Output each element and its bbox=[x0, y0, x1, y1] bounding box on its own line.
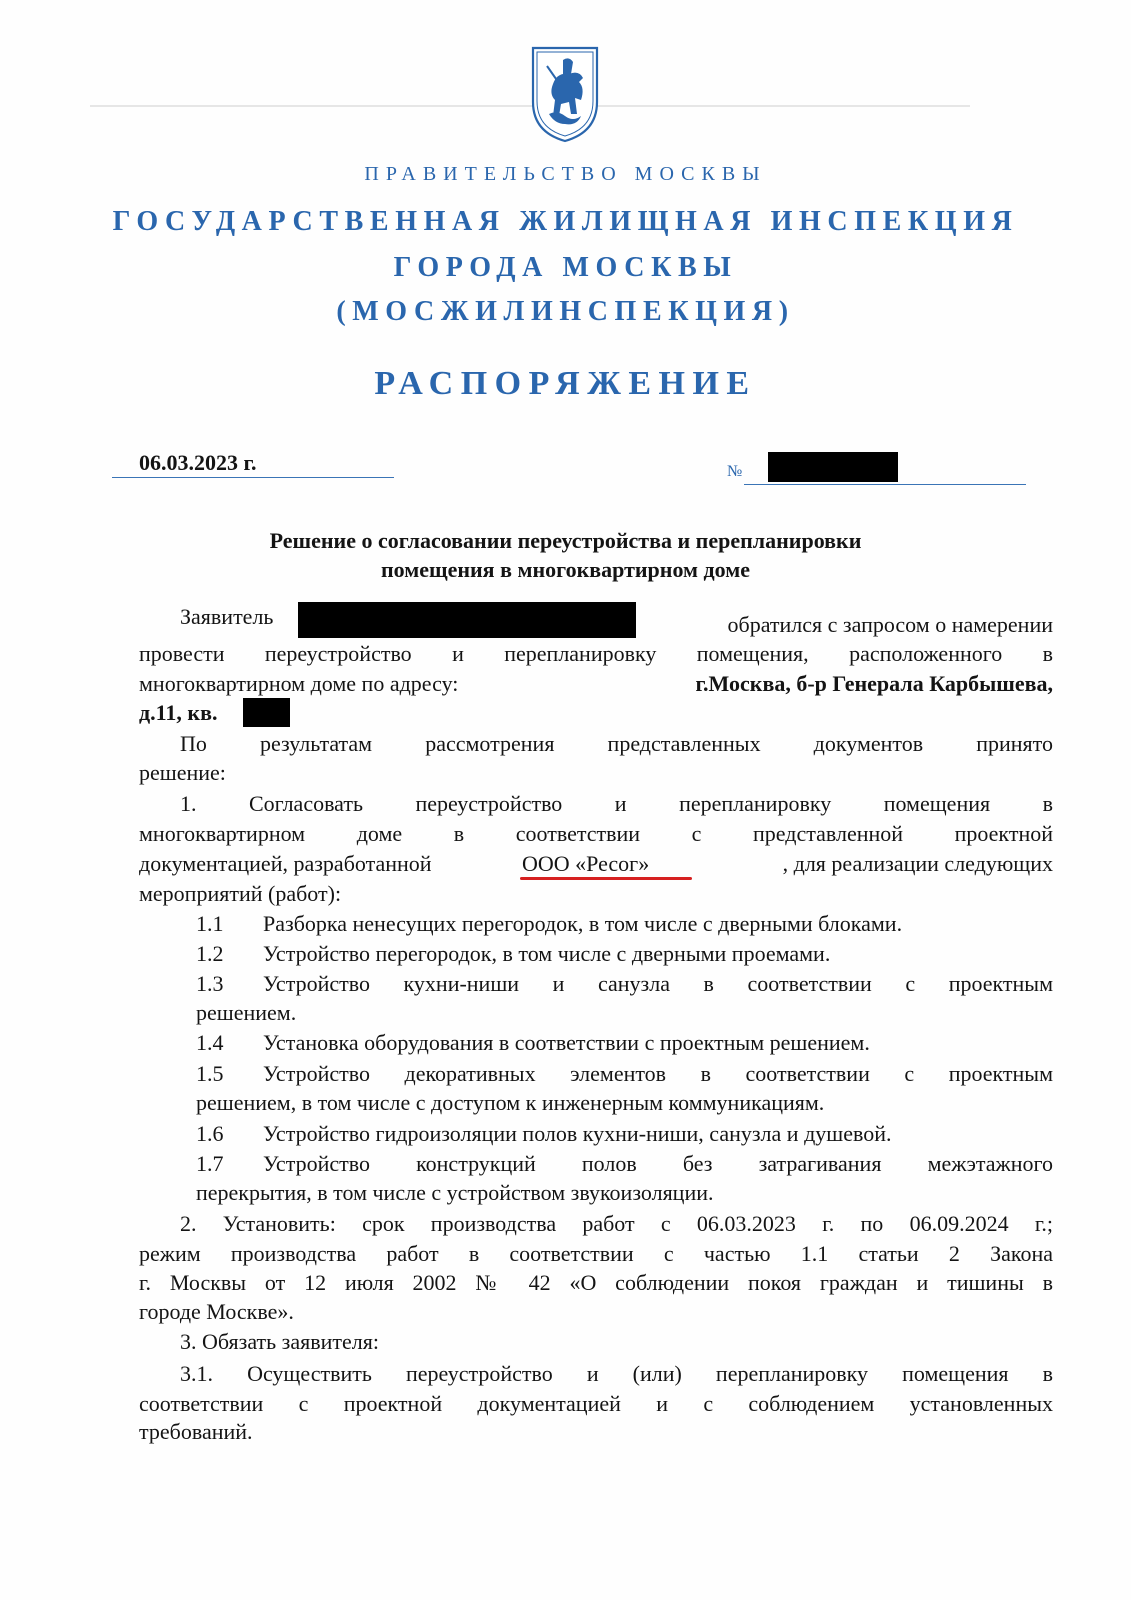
number-underline bbox=[744, 484, 1026, 485]
government-label: ПРАВИТЕЛЬСТВО МОСКВЫ bbox=[364, 163, 767, 185]
subitem-number: 1.3 bbox=[196, 971, 224, 996]
body-text: , для реализации следующих bbox=[782, 851, 1053, 876]
moscow-coat-of-arms-icon bbox=[527, 44, 603, 144]
body-text: мероприятий (работ): bbox=[139, 881, 342, 906]
date-underline bbox=[112, 477, 394, 478]
subitem-text: Устройство гидроизоляции полов кухни-ниши, санузла и душевой. bbox=[263, 1121, 892, 1146]
document-type: РАСПОРЯЖЕНИЕ bbox=[374, 365, 757, 402]
body-text: многоквартирном доме в соответствии с представленной проектной bbox=[139, 821, 1053, 846]
subitem-number: 1.2 bbox=[196, 941, 224, 966]
body-text: По результатам рассмотрения представленных документов принято bbox=[180, 731, 1053, 756]
subitem-number: 1.4 bbox=[196, 1030, 224, 1055]
address-text: д.11, кв. bbox=[139, 700, 218, 725]
subitem-text: Устройство декоративных элементов в соответствии с проектным bbox=[263, 1061, 1053, 1086]
redacted-applicant-name bbox=[298, 602, 636, 638]
organization-name: ООО «Ресог» bbox=[522, 851, 650, 876]
body-text: документацией, разработанной bbox=[139, 851, 432, 876]
red-highlight-underline bbox=[520, 877, 692, 880]
subitem-text: Установка оборудования в соответствии с проектным решением. bbox=[263, 1030, 870, 1055]
subitem-text: Устройство конструкций полов без затрагивания межэтажного bbox=[263, 1151, 1053, 1176]
body-text: соответствии с проектной документацией и с соблюдением установленных bbox=[139, 1391, 1053, 1416]
subitem-number: 1.1 bbox=[196, 911, 224, 936]
body-text: 1. Согласовать переустройство и перепланировку помещения в bbox=[180, 791, 1053, 816]
subitem-number: 1.7 bbox=[196, 1151, 224, 1176]
inspection-name-line-2: ГОРОДА МОСКВЫ bbox=[393, 252, 738, 283]
body-text: решение: bbox=[139, 760, 226, 785]
document-date: 06.03.2023 г. bbox=[139, 450, 257, 475]
subitem-text: Устройство перегородок, в том числе с дверными проемами. bbox=[263, 941, 831, 966]
inspection-name-line-1: ГОСУДАРСТВЕННАЯ ЖИЛИЩНАЯ ИНСПЕКЦИЯ bbox=[112, 206, 1019, 237]
subitem-number: 1.5 bbox=[196, 1061, 224, 1086]
inspection-name-line-3: (МОСЖИЛИНСПЕКЦИЯ) bbox=[336, 296, 795, 327]
body-text: обратился с запросом о намерении bbox=[727, 612, 1053, 637]
subitem-text: Устройство кухни-ниши и санузла в соответствии с проектным bbox=[263, 971, 1053, 996]
redacted-number bbox=[768, 452, 898, 482]
body-text: 2. Установить: срок производства работ с 06.03.2023 г. по 06.09.2024 г.; bbox=[180, 1211, 1053, 1236]
subitem-number: 1.6 bbox=[196, 1121, 224, 1146]
number-sign: № bbox=[727, 463, 743, 480]
body-text: режим производства работ в соответствии с частью 1.1 статьи 2 Закона bbox=[139, 1241, 1053, 1266]
body-text: г. Москвы от 12 июля 2002 № 42 «О соблюдении покоя граждан и тишины в bbox=[139, 1270, 1053, 1295]
title-line-1: Решение о согласовании переустройства и перепланировки bbox=[269, 528, 862, 553]
subitem-text: решением, в том числе с доступом к инженерным коммуникациям. bbox=[196, 1090, 825, 1115]
title-line-2: помещения в многоквартирном доме bbox=[380, 557, 750, 582]
subitem-text: Разборка ненесущих перегородок, в том числе с дверными блоками. bbox=[263, 911, 903, 936]
body-text: требований. bbox=[139, 1419, 253, 1444]
subitem-text: перекрытия, в том числе с устройством звукоизоляции. bbox=[196, 1180, 714, 1205]
body-text: 3.1. Осуществить переустройство и (или) перепланировку помещения в bbox=[180, 1361, 1053, 1386]
address-text: г.Москва, б-р Генерала Карбышева, bbox=[695, 671, 1053, 696]
applicant-label: Заявитель bbox=[180, 604, 274, 629]
subitem-text: решением. bbox=[196, 1000, 297, 1025]
body-text: 3. Обязать заявителя: bbox=[180, 1329, 380, 1354]
redacted-apartment bbox=[243, 698, 290, 727]
body-text: многоквартирном доме по адресу: bbox=[139, 671, 459, 696]
body-text: провести переустройство и перепланировку помещения, расположенного в bbox=[139, 641, 1053, 666]
body-text: городе Москве». bbox=[139, 1299, 294, 1324]
